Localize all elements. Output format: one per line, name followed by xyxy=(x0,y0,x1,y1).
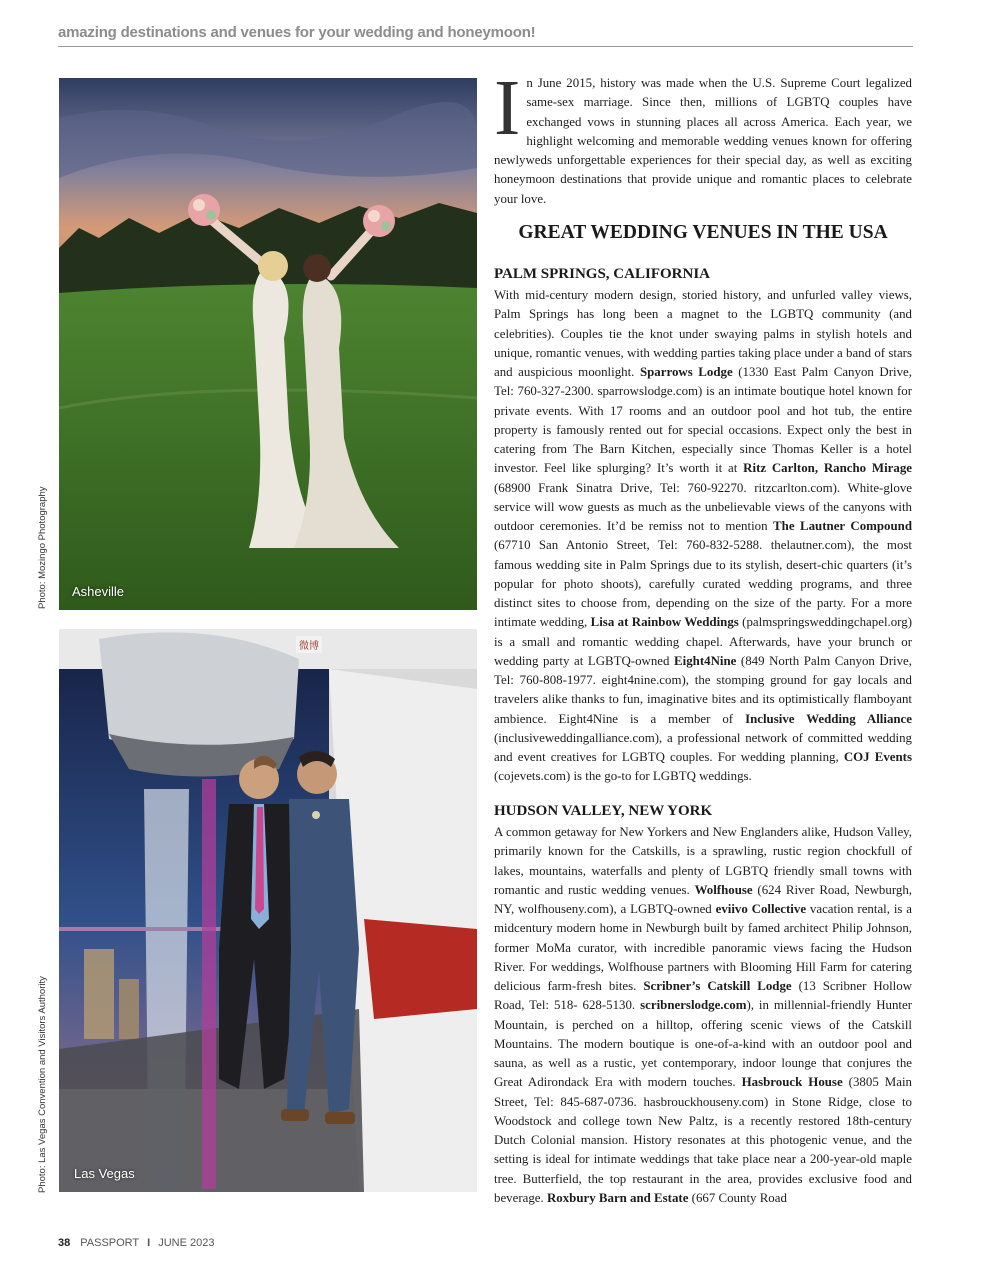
hv-text-6: (3805 Main Street, Tel: 845-687-0736. hasbrouckhouseny.com) in Stone Ridge, close to Woodstock and college town New Paltz, is a recently restored 18th-century Dutch Colonial mansion. History resonates at this photogenic venue, and the setting is ideal for intimate weddings that take place near a 200-year-old maple tree. Butterfield, the top restaurant in the area, provides exclusive food and beverage. xyxy=(494,1075,912,1205)
gondola-sign-icon: 微博 xyxy=(296,636,322,653)
venue-lisa-rainbow-weddings: Lisa at Rainbow Weddings xyxy=(590,615,739,630)
header-rule xyxy=(58,46,913,47)
page-tagline: amazing destinations and venues for your wedding and honeymoon! xyxy=(58,24,536,41)
hudson-valley-body xyxy=(494,823,912,1208)
venue-scribners-url: scribnerslodge.com xyxy=(640,998,747,1013)
photo-las-vegas xyxy=(59,629,477,1192)
heading-hudson-valley: HUDSON VALLEY, NEW YORK xyxy=(494,803,713,819)
ps-text-2: (1330 East Palm Canyon Drive, Tel: 760-327-2300. sparrowslodge.com) is an intimate boutique hotel known for private events. With 17 rooms and an outdoor pool and hot tub, the entire property is famously rented out for special occasions. Expect only the best in catering from The Barn Kitchen, especially since Thomas Keller is a hotel investor. Feel like splurging? It’s worth it at xyxy=(494,365,912,476)
ps-text-6: (849 North Palm Canyon Drive, Tel: 760-808-1977. eight4nine.com), the stomping ground for gay locals and travelers alike thanks to fun, imaginative bites and its optimistically flamboyant ambience. Eight4Nine is a member of xyxy=(494,653,912,726)
ps-text-3: (68900 Frank Sinatra Drive, Tel: 760-92270. ritzcarlton.com). White-glove service will wow guests as much as the unbelievable views of the canyons with outdoor ceremonies. It’d be remiss not to mention xyxy=(494,480,912,533)
venue-coj-events: COJ Events xyxy=(843,750,912,764)
hv-text-5: ), in millennial-friendly Hunter Mountain, is perched on a hilltop, offering scenic views of the Catskill Mountains. The modern boutique is one-of-a-kind with an outdoor pool and sauna, as well as a rustic, yet contemporary, indoor lounge that conjures the Great Adirondack Era with modern touches. xyxy=(494,998,912,1090)
page-number: 38 xyxy=(58,1237,71,1249)
heading-palm-springs: PALM SPRINGS, CALIFORNIA xyxy=(494,266,710,282)
photo-caption-las-vegas: Las Vegas xyxy=(74,1166,135,1181)
hv-text-3: vacation rental, is a midcentury modern home in Newburgh built by famed architect Philip Johnson, former MoMa curator, with incredible panoramic views facing the Hudson River. For weddings, Wolfhouse partners with Blooming Hill Farm for catering delicious farm-fresh bites. xyxy=(494,902,912,993)
photo-asheville xyxy=(59,78,477,610)
footer-separator: I xyxy=(147,1237,151,1249)
las-vegas-illustration xyxy=(59,629,477,1192)
intro-paragraph xyxy=(494,65,912,209)
section-title-venues: GREAT WEDDING VENUES IN THE USA xyxy=(518,222,888,243)
ps-text-1: With mid-century modern design, storied history, and unfurled valley views, Palm Springs has long been a magnet to the LGBTQ community (and celebrities). Couples tie the knot under swaying palms in stylish hotels and unique, romantic venues, with wedding parties taking place under a band of stars and auspicious moonlight. xyxy=(494,288,912,379)
hv-text-4: (13 Scribner Hollow Road, Tel: 518- 628-5130. xyxy=(494,979,913,1013)
venue-wolfhouse: Wolfhouse xyxy=(694,882,753,897)
venue-ritz-carlton: Ritz Carlton, Rancho Mirage xyxy=(743,461,913,476)
venue-hasbrouck-house: Hasbrouck House xyxy=(741,1075,843,1090)
venue-lautner-compound: The Lautner Compound xyxy=(773,519,912,533)
hv-text-7: (667 County Road xyxy=(688,1190,787,1205)
ps-text-4: (67710 San Antonio Street, Tel: 760-832-5288. thelautner.com), the most famous wedding site in Palm Springs due to its stylish, desert-chic quarters (it’s popular for photo shoots), carefully curated wedding programs, and three distinct sites to choose from, depending on the size of the party. For a more intimate wedding, xyxy=(494,538,912,630)
palm-springs-body xyxy=(494,286,912,787)
hv-text-1: A common getaway for New Yorkers and New Englanders alike, Hudson Valley, primarily known for the Catskills, is a sprawling, rustic region chockfull of lakes, mountains, waterfalls and plenty of LGBTQ friendly small towns with romantic and rustic wedding venues. xyxy=(494,825,912,897)
intro-text: n June 2015, history was made when the U.S. Supreme Court legalized same-sex marriage. Since then, millions of LGBTQ couples have exchanged vows in stunning places all across America. Each year, we highlight welcoming and memorable wedding venues known for offering newlyweds unforgettable experiences for their special day, as well as exciting honeymoon destinations that provide unique and romantic places to celebrate your love. xyxy=(494,76,912,206)
ps-text-5: (palmspringsweddingchapel.org) is a small and romantic wedding chapel. Afterwards, have your brunch or wedding party at LGBTQ-owned xyxy=(494,615,912,668)
magazine-name: PASSPORT xyxy=(80,1237,140,1249)
venue-scribners-catskill-lodge: Scribner’s Catskill Lodge xyxy=(643,979,792,993)
venue-eviivo-collective: eviivo Collective xyxy=(715,902,807,916)
venue-inclusive-wedding-alliance: Inclusive Wedding Alliance xyxy=(745,711,912,726)
page-footer xyxy=(58,1237,214,1249)
drop-cap: I xyxy=(494,65,521,152)
ps-text-7: (inclusiveweddingalliance.com), a professional network of committed wedding and event creatives for LGBTQ couples. For wedding planning, xyxy=(494,730,912,764)
photo-credit-mozingo: Photo: Mozingo Photography xyxy=(37,486,48,609)
hv-text-2: (624 River Road, Newburgh, NY, wolfhouseny.com), a LGBTQ-owned xyxy=(494,882,912,916)
venue-eight4nine: Eight4Nine xyxy=(674,653,737,668)
photo-caption-asheville: Asheville xyxy=(72,584,125,599)
ps-text-8: (cojevets.com) is the go-to for LGBTQ weddings. xyxy=(494,769,752,784)
venue-sparrows-lodge: Sparrows Lodge xyxy=(639,365,733,379)
venue-roxbury-barn: Roxbury Barn and Estate xyxy=(546,1190,689,1205)
issue-date: JUNE 2023 xyxy=(158,1237,215,1249)
asheville-illustration xyxy=(59,78,477,610)
photo-credit-lvcva: Photo: Las Vegas Convention and Visitors Authority xyxy=(37,976,48,1193)
